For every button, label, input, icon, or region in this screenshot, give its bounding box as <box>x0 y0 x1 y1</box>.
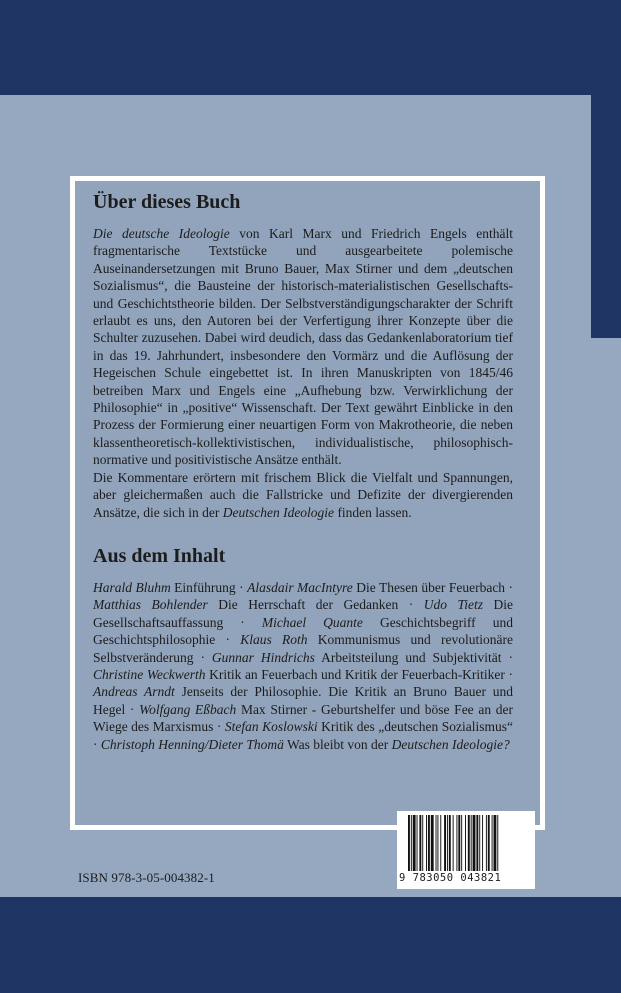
barcode-bar <box>479 815 480 871</box>
contributor-name: Michael Quante <box>261 614 363 630</box>
barcode-bar <box>413 815 416 871</box>
contribution-title: Kritik an Feuerbach und Kritik der Feuerbach-Kritiker · <box>205 666 513 682</box>
contributor-name: Wolfgang Eßbach <box>139 701 237 717</box>
contribution-title: Geschichtsbegriff und Geschichtsphilosophie · <box>93 614 513 648</box>
isbn-number: ISBN 978-3-05-004382-1 <box>78 870 215 885</box>
barcode-bar <box>488 815 490 871</box>
barcode-bar <box>417 815 418 871</box>
contributor-name: Christoph Henning/Dieter Thomä <box>100 736 284 752</box>
barcode-bar <box>458 815 460 871</box>
barcode-bar <box>444 815 446 871</box>
barcode-bar <box>436 815 437 871</box>
contributor-name: Stefan Koslowski <box>224 719 318 735</box>
barcode-bar <box>486 815 487 871</box>
barcode <box>397 811 535 889</box>
barcode-number: 9 783050 043821 <box>399 872 502 884</box>
barcode-bar <box>437 815 438 871</box>
barcode-bar <box>431 815 434 871</box>
contributor-name: Klaus Roth <box>240 632 308 648</box>
barcode-bar <box>449 815 451 871</box>
barcode-bar <box>465 815 466 871</box>
about-paragraph-1-text: von Karl Marx und Friedrich Engels enthält fragmentarische Textstücke und ausgearbeitete polemische Auseinandersetzungen mit Bruno Bauer, Max Stirner und dem „deutschen Sozialismus“, die Bausteine der historisch-materialistischen Gesellschafts- und Geschichtstheorie bilden. Der Selbstverständigungscharakter der Schrift erlaubt es uns, den Autoren bei der Verfertigung ihrer Konzepte über die Schulter zuzusehen. Dabei wird deudich, dass das Gedankenlaboratorium tief in das 19. Jahrhundert, insbesondere den Vormärz und die Auflösung der Hegeischen Schule eingebettet ist. In ihren Manuskripten von 1845/46 betreiben Marx und Engels eine „Aufhebung bzw. Verwirklichung der Philosophie“ in „positive“ Wissenschaft. Der Text gewährt Einblicke in den Prozess der Formierung einer neuartigen Form von Makrotheorie, die neben klassentheoretisch-kollektivistischen, individualistische, philosophisch-normative und positivistische Ansätze enthält. <box>93 226 513 468</box>
contributor-name: Christine Weckwerth <box>93 666 206 682</box>
contribution-title: Arbeitsteilung und Subjektivität · <box>314 649 513 665</box>
barcode-bar <box>453 815 454 871</box>
barcode-bar <box>494 815 497 871</box>
barcode-bar <box>476 815 478 871</box>
barcode-bar <box>419 815 421 871</box>
contribution-title: Die Thesen über Feuerbach · <box>352 579 514 595</box>
barcode-bar <box>471 815 472 871</box>
contributor-name: Gunnar Hindrichs <box>211 649 315 665</box>
contribution-title: Einführung · <box>170 579 248 595</box>
barcode-bar <box>497 815 498 871</box>
about-paragraph-2-end: finden lassen. <box>334 504 412 520</box>
barcode-bar <box>468 815 470 871</box>
right-navy-band <box>591 95 621 338</box>
heading-about-book: Über dieses Buch <box>93 191 241 213</box>
back-cover-text <box>93 190 513 753</box>
contributor-name: Alasdair MacIntyre <box>247 579 353 595</box>
contributor-name: Matthias Bohlender <box>93 597 208 613</box>
barcode-bar <box>482 815 483 871</box>
barcode-bar <box>422 815 423 871</box>
barcode-bar <box>456 815 457 871</box>
contribution-title: Die Gesellschaftsauffassung · <box>93 597 513 630</box>
contribution-title: Kritik des „deutschen Sozialismus“ · <box>93 719 513 752</box>
contributor-name: Andreas Arndt <box>93 684 175 700</box>
about-paragraph-2 <box>93 469 513 521</box>
barcode-bar <box>408 815 410 871</box>
barcode-bar <box>461 815 462 871</box>
about-paragraph-1 <box>93 225 513 469</box>
bottom-navy-band <box>0 897 621 993</box>
heading-contents: Aus dem Inhalt <box>93 544 226 567</box>
barcode-bar <box>426 815 427 871</box>
contribution-title: Kommunismus und revolutionäre Selbstveränderung · <box>93 632 513 665</box>
barcode-bar <box>411 815 412 871</box>
contribution-title: Was bleibt von der <box>283 736 392 752</box>
book-title-italic-2: Deutschen Ideologie <box>222 504 335 520</box>
contribution-title: Max Stirner - Geburtshelfer und böse Fee an der Wiege des Marxismus · <box>93 701 514 735</box>
contribution-title: Die Herrschaft der Gedanken · <box>207 597 424 613</box>
barcode-bars <box>408 815 528 871</box>
top-navy-band <box>0 0 621 95</box>
about-paragraph-2-text: Die Kommentare erörtern mit frischem Blick die Vielfalt und Spannungen, aber gleichermaßen auch die Fallstricke und Defizite der divergierenden Ansätze, die sich in der <box>93 469 513 520</box>
barcode-bar <box>492 815 493 871</box>
barcode-bar <box>473 815 476 871</box>
book-title-italic: Die deutsche Ideologie <box>93 226 230 241</box>
contents-list <box>93 579 513 753</box>
last-entry-title: Deutschen Ideologie? <box>391 736 510 752</box>
contributor-name: Udo Tietz <box>423 597 483 613</box>
barcode-bar <box>447 815 448 871</box>
barcode-bar <box>428 815 430 871</box>
contributor-name: Harald Bluhm <box>93 579 171 595</box>
contribution-title: Jenseits der Philosophie. Die Kritik an Bruno Bauer und Hegel · <box>93 684 513 717</box>
barcode-bar <box>440 815 441 871</box>
